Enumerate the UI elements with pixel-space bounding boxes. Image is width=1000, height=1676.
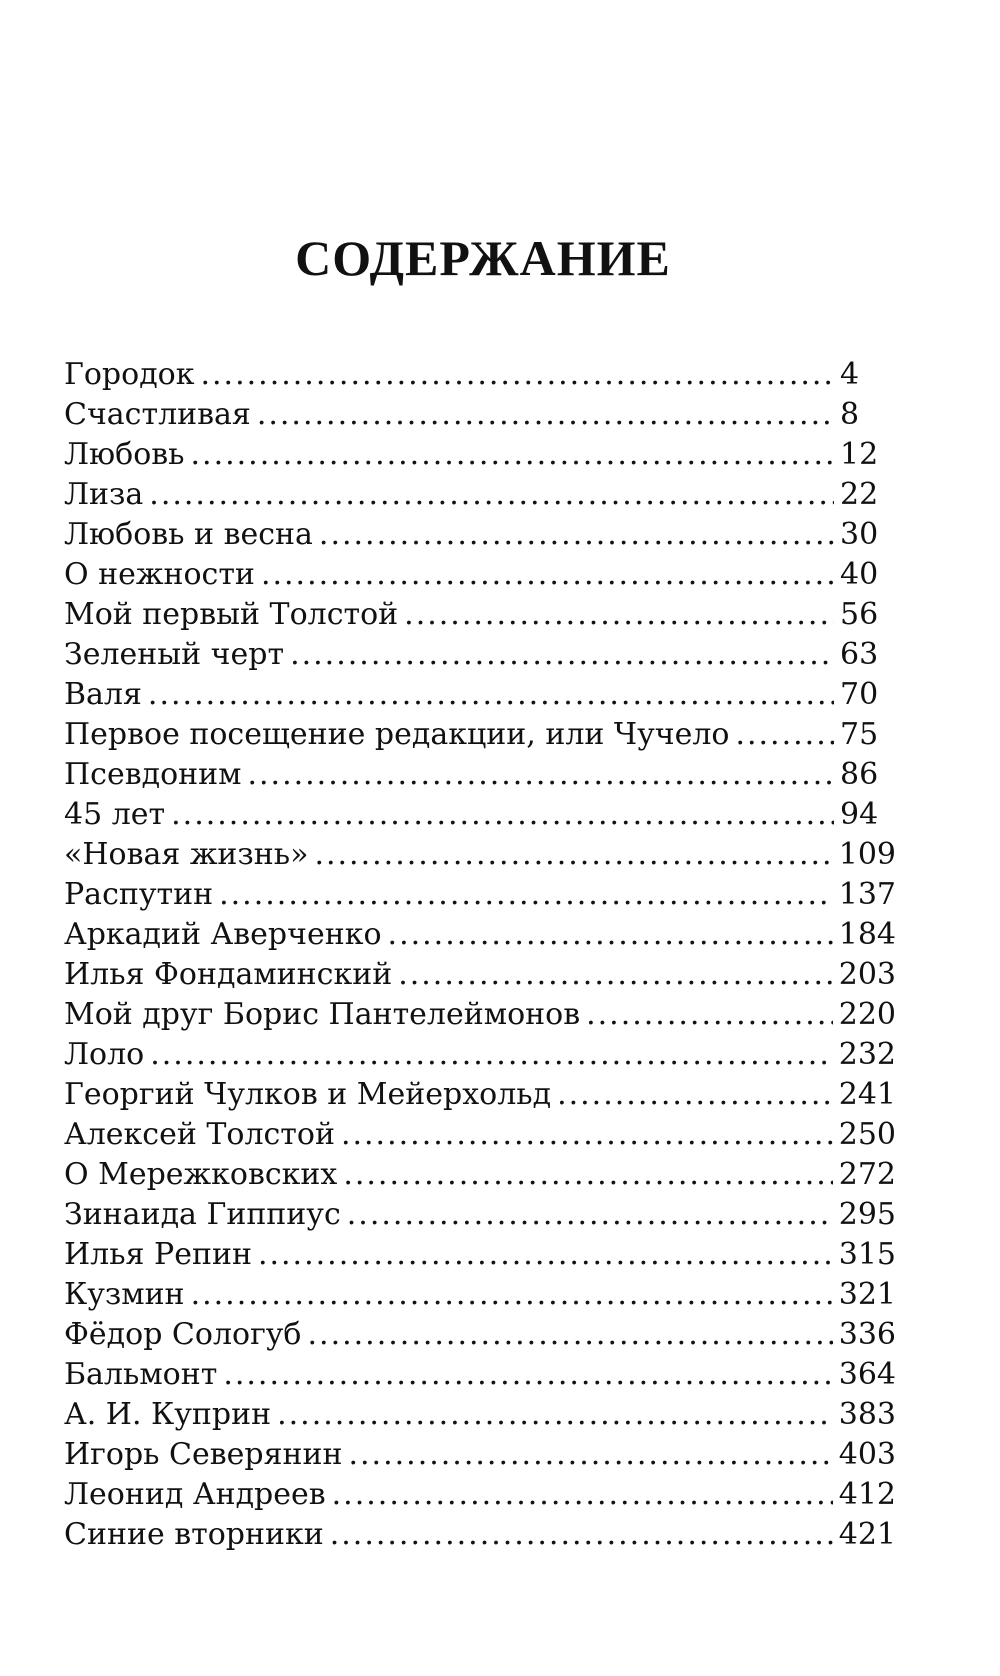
toc-entry-page-number: 336 [838, 1317, 896, 1352]
toc-entry-title: Георгий Чулков и Мейерхольд [64, 1077, 552, 1112]
toc-entry [64, 715, 896, 755]
toc-entry-page-number: 30 [840, 517, 879, 552]
dot-leader [348, 1435, 832, 1475]
toc-entry-page-number: 86 [840, 757, 879, 792]
dot-leader [343, 1155, 832, 1195]
toc-entry-page-number: 22 [840, 477, 879, 512]
toc-entry [64, 995, 896, 1035]
toc-entry-title: 45 лет [64, 797, 166, 832]
dot-leader [171, 795, 834, 835]
toc-entry [64, 795, 896, 835]
dot-leader [341, 1115, 833, 1155]
toc-entry-title: Илья Репин [64, 1237, 252, 1272]
dot-leader [149, 475, 834, 515]
dot-leader [148, 675, 834, 715]
dot-leader [191, 1275, 833, 1315]
toc-entry-title: Леонид Андреев [64, 1477, 326, 1512]
toc-entry-title: Первое посещение редакции, или Чучело [64, 717, 730, 752]
toc-entry-title: Счастливая [64, 397, 251, 432]
toc-entry-page-number: 403 [838, 1437, 896, 1472]
toc-entry [64, 475, 896, 515]
toc-entry-page-number: 8 [840, 397, 860, 432]
toc-entry [64, 1515, 896, 1555]
toc-entry-page-number: 220 [838, 997, 896, 1032]
toc-entry-page-number: 137 [838, 877, 896, 912]
dot-leader [191, 435, 835, 475]
toc-entry-page-number: 63 [840, 637, 879, 672]
dot-leader [398, 955, 833, 995]
toc-entry-page-number: 203 [838, 957, 896, 992]
toc-entry [64, 1275, 896, 1315]
table-of-contents [64, 355, 896, 1555]
toc-entry-title: Псевдоним [64, 757, 242, 792]
toc-entry [64, 355, 896, 395]
toc-entry-page-number: 321 [838, 1277, 896, 1312]
dot-leader [557, 1075, 833, 1115]
toc-entry-page-number: 109 [838, 837, 896, 872]
dot-leader [277, 1395, 833, 1435]
toc-entry-page-number: 383 [838, 1397, 896, 1432]
toc-entry [64, 675, 896, 715]
toc-entry-title: Городок [64, 357, 195, 392]
dot-leader [261, 555, 834, 595]
toc-entry-title: Лиза [64, 477, 144, 512]
toc-entry [64, 1155, 896, 1195]
dot-leader [347, 1195, 833, 1235]
toc-entry-title: Зинаида Гиппиус [64, 1197, 341, 1232]
toc-entry [64, 1315, 896, 1355]
toc-entry [64, 435, 896, 475]
dot-leader [319, 515, 834, 555]
dot-leader [735, 715, 834, 755]
dot-leader [332, 1475, 833, 1515]
toc-entry [64, 915, 896, 955]
dot-leader [404, 595, 834, 635]
toc-entry-page-number: 184 [838, 917, 896, 952]
dot-leader [308, 1315, 833, 1355]
dot-leader [258, 1235, 833, 1275]
toc-entry-title: Мой друг Борис Пантелеймонов [64, 997, 581, 1032]
toc-entry-title: Лоло [64, 1037, 145, 1072]
toc-entry-page-number: 250 [838, 1117, 896, 1152]
toc-entry-title: Зеленый черт [64, 637, 285, 672]
toc-entry-page-number: 421 [838, 1517, 896, 1552]
toc-entry [64, 1035, 896, 1075]
dot-leader [200, 355, 834, 395]
toc-entry-title: Игорь Северянин [64, 1437, 343, 1472]
toc-entry-title: Любовь [64, 437, 185, 472]
dot-leader [150, 1035, 833, 1075]
toc-entry-page-number: 232 [838, 1037, 896, 1072]
toc-entry-page-number: 75 [840, 717, 879, 752]
toc-entry-title: А. И. Куприн [64, 1397, 272, 1432]
toc-entry-title: О Мережковских [64, 1157, 338, 1192]
toc-entry [64, 875, 896, 915]
toc-entry [64, 1115, 896, 1155]
dot-leader [257, 395, 834, 435]
toc-entry [64, 395, 896, 435]
toc-entry-title: Распутин [64, 877, 214, 912]
toc-entry-title: Фёдор Сологуб [64, 1317, 302, 1352]
toc-entry-title: Синие вторники [64, 1517, 324, 1552]
toc-entry [64, 1075, 896, 1115]
toc-entry-page-number: 70 [840, 677, 879, 712]
toc-entry [64, 755, 896, 795]
toc-entry [64, 1355, 896, 1395]
toc-entry [64, 515, 896, 555]
dot-leader [330, 1515, 833, 1555]
toc-entry-title: Мой первый Толстой [64, 597, 399, 632]
toc-entry-page-number: 412 [838, 1477, 896, 1512]
toc-entry [64, 1235, 896, 1275]
toc-entry-page-number: 272 [838, 1157, 896, 1192]
toc-entry [64, 955, 896, 995]
toc-entry-title: О нежности [64, 557, 255, 592]
toc-entry [64, 1395, 896, 1435]
toc-entry-title: Любовь и весна [64, 517, 313, 552]
toc-entry-page-number: 12 [840, 437, 879, 472]
toc-entry [64, 1435, 896, 1475]
dot-leader [388, 915, 833, 955]
toc-entry [64, 595, 896, 635]
dot-leader [314, 835, 832, 875]
page-title: СОДЕРЖАНИЕ [295, 230, 671, 286]
toc-entry [64, 635, 896, 675]
toc-entry-page-number: 56 [840, 597, 879, 632]
toc-entry-page-number: 315 [838, 1237, 896, 1272]
dot-leader [247, 755, 834, 795]
toc-entry-page-number: 94 [840, 797, 879, 832]
toc-entry-page-number: 295 [838, 1197, 896, 1232]
toc-entry-title: Илья Фондаминский [64, 957, 393, 992]
toc-entry [64, 555, 896, 595]
toc-entry-page-number: 40 [840, 557, 879, 592]
toc-entry-title: Бальмонт [64, 1357, 218, 1392]
toc-entry-page-number: 241 [838, 1077, 896, 1112]
dot-leader [219, 875, 833, 915]
toc-entry-title: Валя [64, 677, 142, 712]
toc-entry-title: Аркадий Аверченко [64, 917, 382, 952]
toc-entry-page-number: 364 [838, 1357, 896, 1392]
toc-entry-title: Кузмин [64, 1277, 185, 1312]
toc-entry-title: Алексей Толстой [64, 1117, 335, 1152]
toc-entry-page-number: 4 [840, 357, 860, 392]
toc-entry [64, 1475, 896, 1515]
toc-entry [64, 835, 896, 875]
toc-entry [64, 1195, 896, 1235]
toc-entry-title: «Новая жизнь» [64, 837, 309, 872]
dot-leader [223, 1355, 832, 1395]
dot-leader [290, 635, 834, 675]
dot-leader [586, 995, 833, 1035]
